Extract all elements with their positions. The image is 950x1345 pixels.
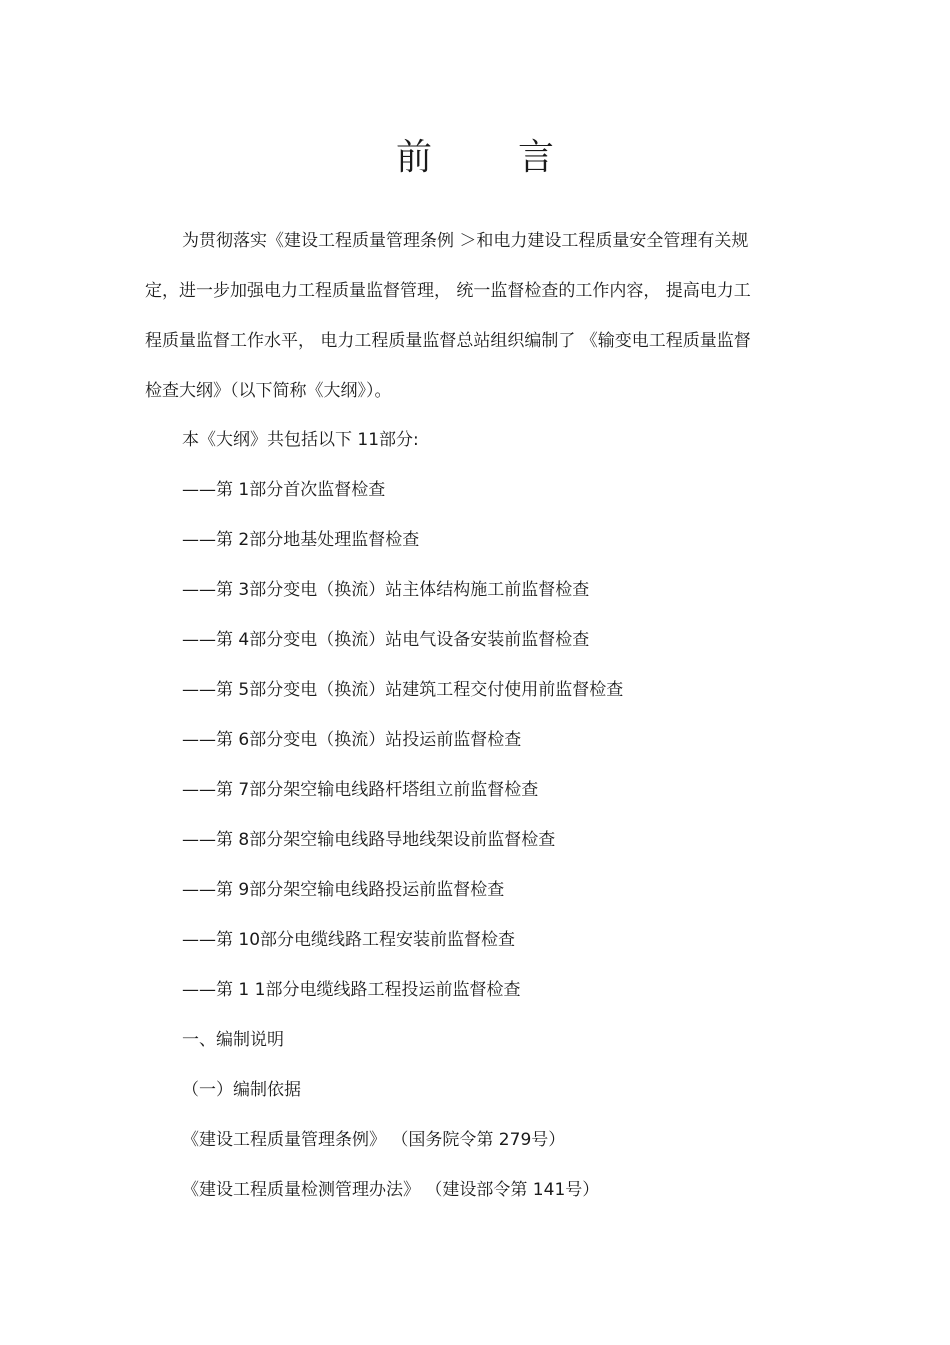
intro-line-1: 为贯彻落实《建设工程质量管理条例 ＞和电力建设工程质量安全管理有关规 — [182, 231, 749, 251]
page-title — [0, 128, 950, 188]
intro-line-2: 定，进一步加强电力工程质量监督管理， 统一监督检查的工作内容， 提高电力工 — [145, 281, 751, 301]
part-item-9: ——第 9部分架空输电线路投运前监督检查 — [182, 880, 505, 900]
part-item-10: ——第 10部分电缆线路工程安装前监督检查 — [182, 930, 516, 950]
reference-item-2: 《建设工程质量检测管理办法》 （建设部令第 141号） — [182, 1180, 600, 1200]
reference-item-1: 《建设工程质量管理条例》 （国务院令第 279号） — [182, 1130, 566, 1150]
subsection-heading: （一）编制依据 — [182, 1080, 301, 1100]
part-item-11: ——第 1 1部分电缆线路工程投运前监督检查 — [182, 980, 521, 1000]
part-item-4: ——第 4部分变电（换流）站电气设备安装前监督检查 — [182, 630, 590, 650]
page-title-char-2: 言 — [518, 137, 555, 178]
part-item-8: ——第 8部分架空输电线路导地线架设前监督检查 — [182, 830, 556, 850]
intro-line-4: 检查大纲》（以下简称《大纲》）。 — [145, 381, 392, 401]
page-title-char-1: 前 — [395, 137, 432, 178]
part-item-6: ——第 6部分变电（换流）站投运前监督检查 — [182, 730, 522, 750]
intro-line-3: 程质量监督工作水平， 电力工程质量监督总站组织编制了 《输变电工程质量监督 — [145, 331, 751, 351]
part-item-7: ——第 7部分架空输电线路杆塔组立前监督检查 — [182, 780, 539, 800]
section-heading: 一、编制说明 — [182, 1030, 284, 1050]
part-item-3: ——第 3部分变电（换流）站主体结构施工前监督检查 — [182, 580, 590, 600]
summary-text: 本《大纲》共包括以下 11部分: — [182, 430, 419, 450]
part-item-1: ——第 1部分首次监督检查 — [182, 480, 386, 500]
part-item-2: ——第 2部分地基处理监督检查 — [182, 530, 420, 550]
part-item-5: ——第 5部分变电（换流）站建筑工程交付使用前监督检查 — [182, 680, 624, 700]
